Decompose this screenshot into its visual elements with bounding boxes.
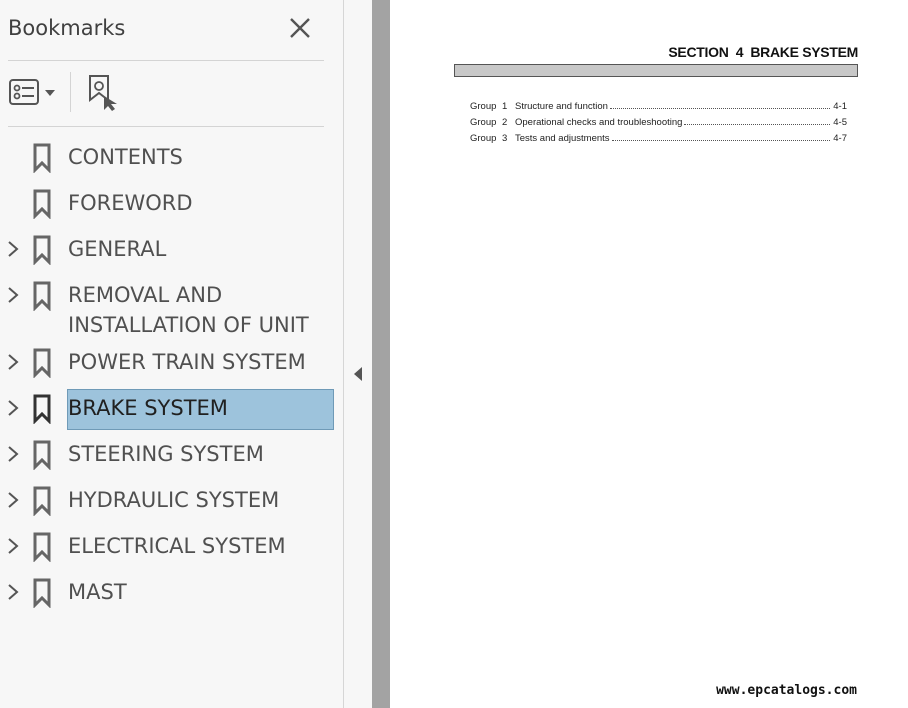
bookmark-item[interactable] — [0, 393, 340, 423]
bookmark-item[interactable] — [0, 234, 340, 264]
chevron-right-icon[interactable] — [6, 286, 20, 304]
chevron-right-icon[interactable] — [6, 445, 20, 463]
bookmark-label: REMOVAL AND INSTALLATION OF UNIT — [68, 283, 309, 337]
toc-group: Group — [470, 133, 497, 144]
find-bookmark-icon[interactable] — [84, 74, 122, 112]
chevron-right-icon[interactable] — [6, 399, 20, 417]
document-page — [390, 0, 908, 708]
chevron-right-icon[interactable] — [6, 240, 20, 258]
bookmark-label: FOREWORD — [68, 191, 193, 215]
bookmark-item[interactable] — [0, 485, 340, 515]
close-icon[interactable] — [288, 16, 312, 40]
toc-num: 3 — [502, 133, 508, 144]
bookmark-icon — [33, 143, 51, 173]
bookmark-icon — [33, 189, 51, 219]
toc-num: 2 — [502, 117, 508, 128]
watermark: www.epcatalogs.com — [716, 683, 857, 698]
toc-dot-leader — [612, 139, 831, 141]
bookmark-label: HYDRAULIC SYSTEM — [68, 488, 280, 512]
bookmark-item[interactable] — [0, 439, 340, 469]
toc-num: 1 — [502, 101, 508, 112]
chevron-right-icon[interactable] — [6, 491, 20, 509]
section-title-bar — [454, 64, 858, 77]
panel-splitter[interactable] — [344, 0, 372, 708]
toc-row[interactable] — [470, 128, 847, 144]
toolbar-divider — [70, 72, 71, 112]
bookmark-icon — [33, 486, 51, 516]
bookmark-icon — [33, 235, 51, 265]
bookmark-label: STEERING SYSTEM — [68, 442, 264, 466]
bookmark-label: ELECTRICAL SYSTEM — [68, 534, 286, 558]
bookmark-item[interactable] — [0, 188, 340, 218]
collapse-panel-icon[interactable] — [352, 366, 364, 382]
bookmark-item[interactable] — [0, 280, 340, 340]
toc-text: Structure and function — [515, 101, 608, 112]
page-gutter — [372, 0, 390, 708]
divider — [8, 126, 324, 127]
toc-text: Operational checks and troubleshooting — [515, 117, 683, 128]
chevron-right-icon[interactable] — [6, 537, 20, 555]
chevron-right-icon[interactable] — [6, 583, 20, 601]
bookmark-icon — [33, 578, 51, 608]
toc-page: 4-5 — [833, 117, 847, 128]
toc-row[interactable] — [470, 112, 847, 128]
table-of-contents — [470, 96, 847, 144]
bookmark-label: POWER TRAIN SYSTEM — [68, 350, 306, 374]
bookmark-item[interactable] — [0, 577, 340, 607]
toc-group: Group — [470, 101, 497, 112]
bookmark-item[interactable] — [0, 142, 340, 172]
toc-page: 4-7 — [833, 133, 847, 144]
bookmark-label: CONTENTS — [68, 145, 183, 169]
chevron-right-icon[interactable] — [6, 353, 20, 371]
bookmarks-panel — [0, 0, 344, 708]
bookmark-icon — [33, 532, 51, 562]
section-title: SECTION 4 BRAKE SYSTEM — [668, 44, 858, 60]
panel-title: Bookmarks — [8, 16, 126, 40]
bookmark-icon — [33, 348, 51, 378]
toc-page: 4-1 — [833, 101, 847, 112]
toc-text: Tests and adjustments — [515, 133, 610, 144]
bookmark-label: GENERAL — [68, 237, 167, 261]
list-options-icon[interactable] — [8, 76, 58, 108]
bookmark-item[interactable] — [0, 347, 340, 377]
toc-dot-leader — [610, 107, 830, 109]
toc-row[interactable] — [470, 96, 847, 112]
bookmark-item[interactable] — [0, 531, 340, 561]
toc-group: Group — [470, 117, 497, 128]
divider — [8, 60, 324, 61]
bookmark-label: MAST — [68, 580, 127, 604]
bookmark-icon — [33, 394, 51, 424]
toc-dot-leader — [684, 123, 830, 125]
bookmark-label: BRAKE SYSTEM — [68, 396, 228, 420]
bookmark-icon — [33, 440, 51, 470]
bookmark-icon — [33, 281, 51, 311]
